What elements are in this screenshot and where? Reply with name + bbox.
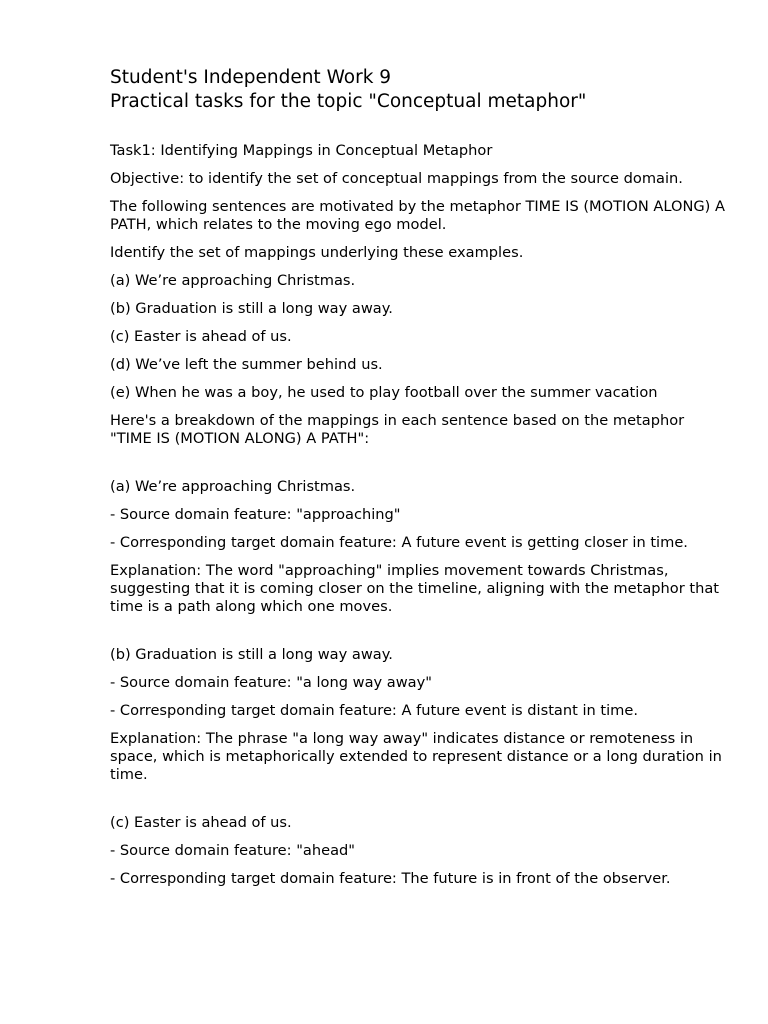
example-a: (a) We’re approaching Christmas.	[110, 272, 356, 289]
breakdown-b-target: - Corresponding target domain feature: A future event is distant in time.	[110, 702, 639, 719]
example-b: (b) Graduation is still a long way away.	[110, 300, 393, 317]
spacer	[110, 626, 730, 646]
document-title-line-1: Student's Independent Work 9	[110, 67, 392, 88]
example-d: (d) We’ve left the summer behind us.	[110, 356, 383, 373]
spacer	[110, 794, 730, 814]
spacer	[110, 114, 730, 142]
breakdown-c-target: - Corresponding target domain feature: The future is in front of the observer.	[110, 870, 671, 887]
spacer	[110, 458, 730, 478]
example-e: (e) When he was a boy, he used to play football over the summer vacation	[110, 384, 658, 401]
breakdown-c-source: - Source domain feature: "ahead"	[110, 842, 356, 859]
document-title-line-2: Practical tasks for the topic "Conceptual metaphor"	[110, 91, 587, 112]
breakdown-b-source: - Source domain feature: "a long way away"	[110, 674, 432, 691]
breakdown-a-source: - Source domain feature: "approaching"	[110, 506, 401, 523]
breakdown-intro: Here's a breakdown of the mappings in each sentence based on the metaphor "TIME IS (MOTION ALONG) A PATH":	[110, 412, 685, 447]
objective-paragraph: Objective: to identify the set of conceptual mappings from the source domain.	[110, 170, 683, 187]
breakdown-b-explanation: Explanation: The phrase "a long way away" indicates distance or remoteness in space, which is metaphorically extended to represent distance or a long duration in time.	[110, 730, 722, 783]
breakdown-a-target: - Corresponding target domain feature: A future event is getting closer in time.	[110, 534, 688, 551]
breakdown-b-sentence: (b) Graduation is still a long way away.	[110, 646, 393, 663]
task-heading: Task1: Identifying Mappings in Conceptual Metaphor	[110, 142, 493, 159]
intro-paragraph: The following sentences are motivated by the metaphor TIME IS (MOTION ALONG) A PATH, which relates to the moving ego model.	[110, 198, 725, 233]
breakdown-a-sentence: (a) We’re approaching Christmas.	[110, 478, 356, 495]
breakdown-a-explanation: Explanation: The word "approaching" implies movement towards Christmas, suggesting that it is coming closer on the timeline, aligning with the metaphor that time is a path along which one moves.	[110, 562, 720, 615]
instruction-paragraph: Identify the set of mappings underlying these examples.	[110, 244, 524, 261]
example-c: (c) Easter is ahead of us.	[110, 328, 292, 345]
document-page	[110, 66, 730, 898]
breakdown-c-sentence: (c) Easter is ahead of us.	[110, 814, 292, 831]
